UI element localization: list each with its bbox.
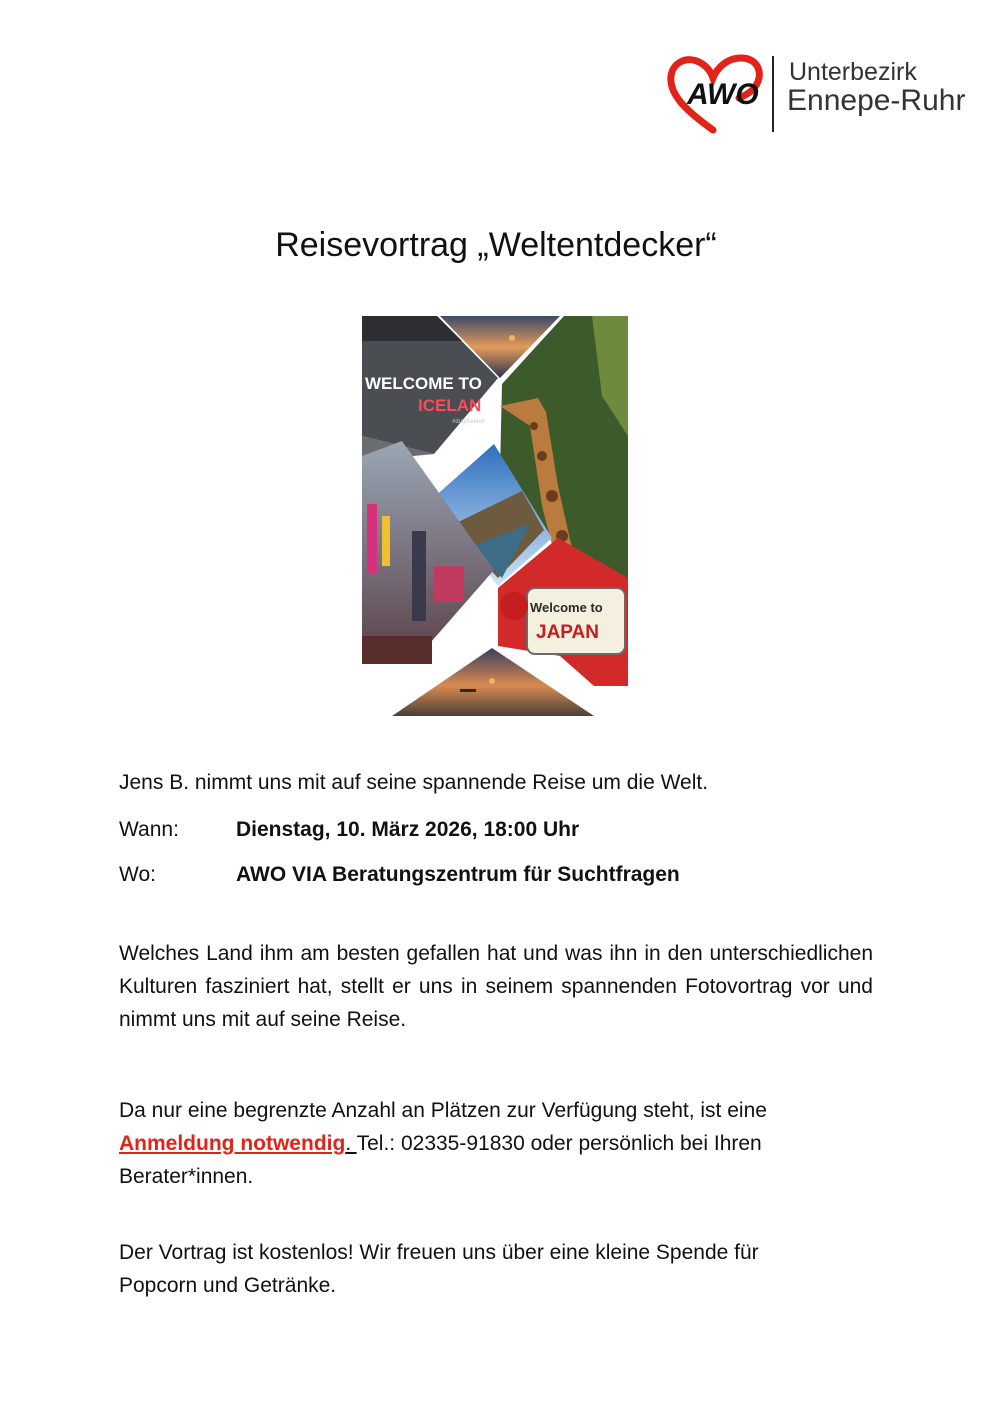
where-value: AWO VIA Beratungszentrum für Suchtfragen [236,863,680,886]
signup-required-text: Anmeldung notwendig [119,1132,346,1155]
where-label: Wo: [119,863,156,886]
description-paragraph: Welches Land ihm am besten gefallen hat und was ihn in den unterschiedlichen Kulturen fasziniert hat, stellt er uns in seinem spannenden Fotovortrag vor und nimmt uns mit auf seine Reise. [119,942,873,1031]
travel-photo-collage [362,316,628,716]
closing-line2: Popcorn und Getränke. [119,1274,337,1297]
registration-line3: Berater*innen. [119,1165,254,1188]
collage-iceland-line1: WELCOME TO [365,374,482,393]
collage-iceland-line2: ICELAN [418,396,482,415]
registration-line1: Da nur eine begrenzte Anzahl an Plätzen zur Verfügung steht, ist eine [119,1099,767,1122]
signup-period: . [345,1132,357,1155]
closing-line1: Der Vortrag ist kostenlos! Wir freuen uns über eine kleine Spende für [119,1241,759,1264]
collage-japan-line2: JAPAN [536,622,599,643]
intro-text: Jens B. nimmt uns mit auf seine spannende Reise um die Welt. [119,771,709,794]
when-label: Wann: [119,818,179,841]
logo-divider [772,56,774,132]
collage-japan-line1: Welcome to [530,600,603,615]
page-title: Reisevortrag „Weltentdecker“ [275,226,717,264]
logo-subtitle-line1: Unterbezirk [789,58,917,86]
closing-paragraph [119,1236,879,1302]
collage-iceland-tag: #dutyfreeice [452,419,485,425]
logo-subtitle-line2: Ennepe-Ruhr [787,84,966,117]
logo-brand-text: AWO [687,78,759,111]
registration-paragraph [119,1094,879,1193]
awo-logo [665,54,965,136]
phone-contact-text: Tel.: 02335-91830 oder persönlich bei Ihren [356,1132,762,1155]
when-value: Dienstag, 10. März 2026, 18:00 Uhr [236,818,580,841]
